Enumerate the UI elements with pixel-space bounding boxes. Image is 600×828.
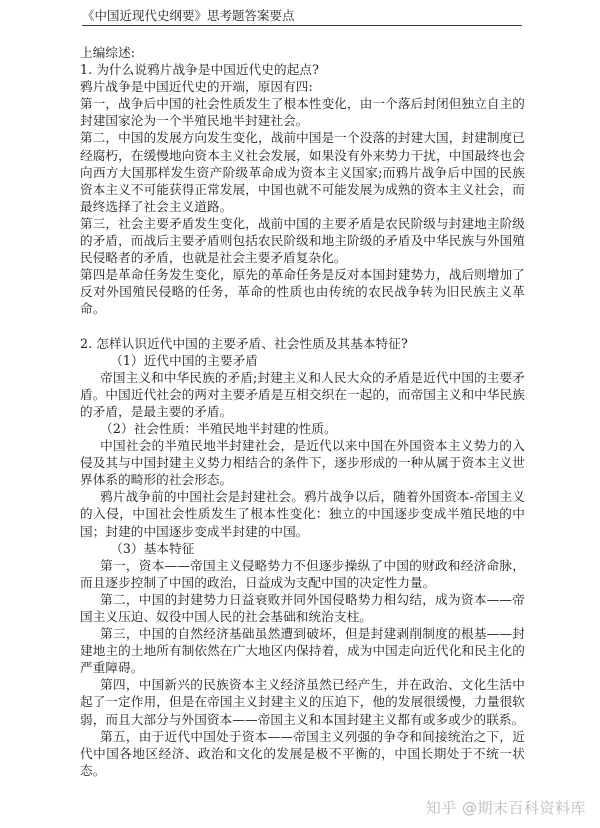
answer-intro: 鸦片战争是中国近代史的开端，原因有四: [80,79,313,95]
feature-4: 第四，中国新兴的民族资本主义经济虽然已经产生，并在政治、文化生活中起了一定作用，但是在帝国主义封建主义的压迫下，他的发展很缓慢，力量很软弱，而且大部分与外国资本——帝国主义和本国封建主义都有或多或少的联系。 [80,677,525,727]
question-2: 2. 怎样认识近代中国的主要矛盾、社会性质及其基本特征? [80,335,408,351]
answer-point-2: 第二，中国的发展方向发生变化，战前中国是一个没落的封建大国，封建制度已经腐朽，在缓慢地向资本主义社会发展，如果没有外来势力干扰，中国最终也会向西方大国那样发生资产阶级革命成为资本主义国家;而鸦片战争后中国的民族资本主义不可能获得正常发展，中国也就不可能发展为成熟的资本主义社会，而最终选择了社会主义道路。 [80,130,525,214]
header-divider [82,25,522,26]
zhihu-watermark: 知乎 @期末百科资料库 [425,799,586,817]
subheading-social-nature: （2）社会性质：半殖民地半封建的性质。 [100,420,337,436]
answer-point-4: 第四是革命任务发生变化，原先的革命任务是反对本国封建势力，战后则增加了反对外国殖民侵略的任务，革命的性质也由传统的农民战争转为旧民族主义革命。 [80,267,525,317]
subheading-basic-features: （3）基本特征 [110,540,195,556]
answer-point-3: 第三，社会主要矛盾发生变化，战前中国的主要矛盾是农民阶级与封建地主阶级的矛盾，而战后主要矛盾则包括农民阶级和地主阶级的矛盾及中华民族与外国殖民侵略者的矛盾，也就是社会主要矛盾复杂化。 [80,215,525,266]
paragraph-gap [80,318,525,335]
social-nature-text-1: 中国社会的半殖民地半封建社会，是近代以来中国在外国资本主义势力的入侵及其与中国封建主义势力相结合的条件下，逐步形成的一种从属于资本主义世界体系的畸形的社会形态。 [80,438,525,488]
feature-2: 第二，中国的封建势力日益衰败并同外国侵略势力相勾结，成为资本——帝国主义压迫、奴役中国人民的社会基础和统治支柱。 [80,591,525,624]
question-1: 1. 为什么说鸦片战争是中国近代史的起点? [80,62,319,78]
answer-point-1: 第一，战争后中国的社会性质发生了根本性变化，由一个落后封闭但独立自主的封建国家沦为一个半殖民地半封建社会。 [80,96,525,129]
feature-5: 第五，由于近代中国处于资本——帝国主义列强的争夺和间接统治之下，近代中国各地区经济、政治和文化的发展是极不平衡的，中国长期处于不统一状态。 [80,728,525,778]
section-heading: 上编综述: [80,45,136,60]
page-header-title: 《中国近现代史纲要》思考题答案要点 [82,8,295,23]
subheading-main-contradiction: （1）近代中国的主要矛盾 [110,352,258,368]
social-nature-text-2: 鸦片战争前的中国社会是封建社会。鸦片战争以后，随着外国资本-帝国主义的入侵，中国社会性质发生了根本性变化：独立的中国逐步变成半殖民地的中国；封建的中国逐步变成半封建的中国。 [80,489,525,539]
document-body [80,44,525,779]
main-contradiction-text: 帝国主义和中华民族的矛盾;封建主义和人民大众的矛盾是近代中国的主要矛盾。中国近代社会的两对主要矛盾是互相交织在一起的，而帝国主义和中华民族的矛盾，是最主要的矛盾。 [80,369,525,419]
feature-1: 第一，资本——帝国主义侵略势力不但逐步操纵了中国的财政和经济命脉，而且逐步控制了中国的政治，日益成为支配中国的决定性力量。 [80,557,525,590]
feature-3: 第三，中国的自然经济基础虽然遭到破坏，但是封建剥削制度的根基——封建地主的土地所有制依然在广大地区内保持着，成为中国走向近代化和民主化的严重障碍。 [80,626,525,676]
